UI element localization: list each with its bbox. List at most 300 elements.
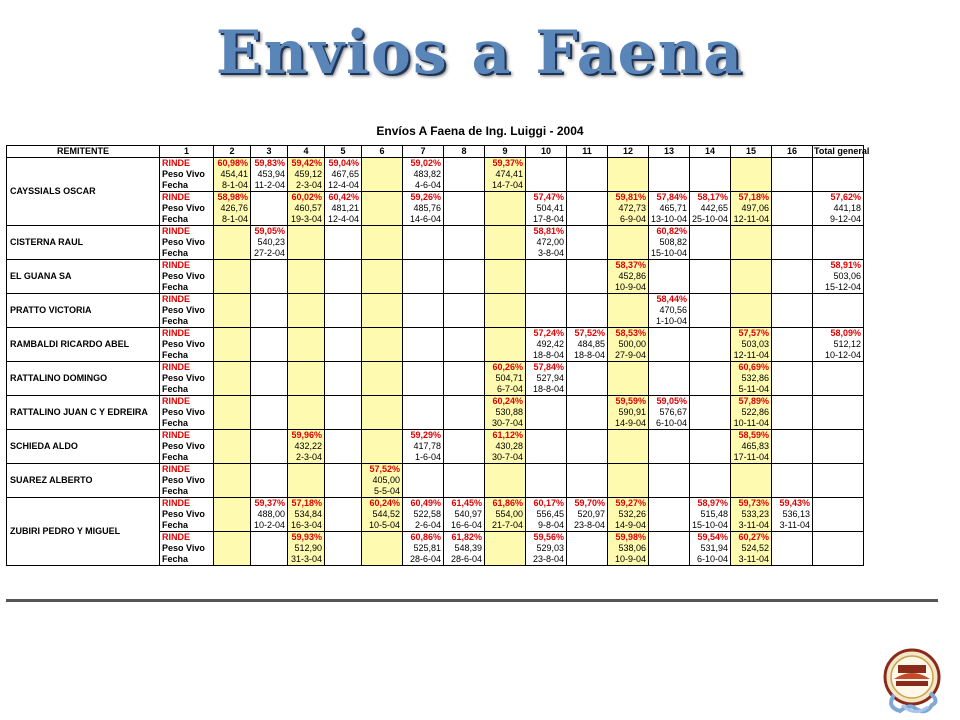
data-cell	[325, 384, 362, 396]
data-cell	[649, 464, 690, 476]
data-cell	[813, 452, 864, 464]
data-cell	[813, 169, 864, 180]
data-cell: 488,00	[251, 509, 288, 520]
data-cell	[288, 305, 325, 316]
data-cell	[444, 316, 485, 328]
data-cell: 57,18%	[731, 192, 772, 204]
row-label: Fecha	[160, 248, 214, 260]
data-cell	[362, 384, 403, 396]
data-cell	[567, 543, 608, 554]
data-cell	[526, 430, 567, 442]
data-cell	[444, 192, 485, 204]
data-cell	[772, 384, 813, 396]
data-cell	[251, 328, 288, 340]
data-cell: 472,73	[608, 203, 649, 214]
data-cell	[772, 169, 813, 180]
data-cell	[690, 396, 731, 408]
data-cell	[690, 282, 731, 294]
data-cell	[772, 260, 813, 272]
data-cell: 1-6-04	[403, 452, 444, 464]
data-cell	[288, 237, 325, 248]
data-cell	[362, 328, 403, 340]
data-cell	[608, 226, 649, 238]
data-cell	[403, 475, 444, 486]
data-cell	[567, 396, 608, 408]
data-cell	[526, 294, 567, 306]
data-cell	[690, 350, 731, 362]
data-cell	[649, 384, 690, 396]
data-cell	[362, 305, 403, 316]
remitente-cell: RATTALINO JUAN C Y EDREIRA	[7, 396, 160, 430]
data-cell	[288, 475, 325, 486]
data-cell	[567, 486, 608, 498]
data-cell: 508,82	[649, 237, 690, 248]
data-cell	[214, 554, 251, 566]
data-cell: 459,12	[288, 169, 325, 180]
data-cell: 8-1-04	[214, 214, 251, 226]
data-cell	[444, 486, 485, 498]
data-cell	[444, 475, 485, 486]
row-label: Fecha	[160, 554, 214, 566]
data-cell	[325, 260, 362, 272]
data-cell	[444, 452, 485, 464]
data-cell	[403, 294, 444, 306]
data-cell: 1-10-04	[649, 316, 690, 328]
data-cell	[526, 282, 567, 294]
data-cell	[362, 339, 403, 350]
data-cell: 58,59%	[731, 430, 772, 442]
data-cell: 9-8-04	[526, 520, 567, 532]
data-cell	[731, 282, 772, 294]
data-cell	[690, 475, 731, 486]
data-cell: 61,82%	[444, 532, 485, 544]
data-cell	[403, 486, 444, 498]
data-cell	[813, 158, 864, 170]
data-cell	[214, 248, 251, 260]
data-cell	[325, 418, 362, 430]
data-cell	[403, 226, 444, 238]
data-cell	[526, 305, 567, 316]
data-cell	[649, 180, 690, 192]
data-cell	[813, 441, 864, 452]
data-cell	[567, 282, 608, 294]
data-cell: 60,17%	[526, 498, 567, 510]
bottom-divider	[6, 599, 938, 602]
data-cell	[444, 373, 485, 384]
data-cell: 432,22	[288, 441, 325, 452]
data-cell: 2-3-04	[288, 180, 325, 192]
envios-table	[6, 145, 870, 566]
data-cell: 30-7-04	[485, 452, 526, 464]
row-label: RINDE	[160, 498, 214, 510]
data-cell	[813, 486, 864, 498]
header-row	[7, 146, 864, 158]
data-cell: 59,42%	[288, 158, 325, 170]
header-cell: REMITENTE	[7, 146, 160, 158]
data-cell	[772, 237, 813, 248]
data-cell	[444, 339, 485, 350]
data-cell	[731, 475, 772, 486]
data-cell	[485, 305, 526, 316]
remitente-cell: EL GUANA SA	[7, 260, 160, 294]
pampa-mia-logo-icon	[880, 645, 950, 717]
data-cell: 57,24%	[526, 328, 567, 340]
header-cell: 4	[288, 146, 325, 158]
data-cell: 17-11-04	[731, 452, 772, 464]
data-cell	[403, 316, 444, 328]
data-cell	[526, 260, 567, 272]
data-cell: 11-2-04	[251, 180, 288, 192]
row-label: Peso Vivo	[160, 373, 214, 384]
data-cell	[608, 294, 649, 306]
data-cell	[444, 305, 485, 316]
data-cell	[362, 441, 403, 452]
data-cell	[362, 373, 403, 384]
data-cell	[362, 294, 403, 306]
data-cell	[214, 396, 251, 408]
data-cell	[444, 407, 485, 418]
remitente-cell: CAYSSIALS OSCAR	[7, 158, 160, 226]
data-cell	[362, 452, 403, 464]
data-cell	[485, 294, 526, 306]
data-cell: 5-11-04	[731, 384, 772, 396]
data-cell	[251, 475, 288, 486]
data-cell	[649, 362, 690, 374]
data-cell: 441,18	[813, 203, 864, 214]
data-cell	[731, 226, 772, 238]
data-cell	[403, 260, 444, 272]
data-cell	[325, 407, 362, 418]
data-cell	[690, 328, 731, 340]
data-cell	[813, 294, 864, 306]
data-cell	[813, 305, 864, 316]
data-cell	[690, 339, 731, 350]
data-cell	[567, 532, 608, 544]
data-cell	[444, 180, 485, 192]
data-cell	[485, 350, 526, 362]
data-cell	[690, 169, 731, 180]
data-cell	[251, 339, 288, 350]
data-cell	[362, 532, 403, 544]
data-cell	[649, 475, 690, 486]
data-cell	[649, 543, 690, 554]
data-cell	[813, 475, 864, 486]
data-cell	[649, 350, 690, 362]
data-cell: 556,45	[526, 509, 567, 520]
data-cell	[214, 452, 251, 464]
data-cell	[608, 430, 649, 442]
data-cell: 59,70%	[567, 498, 608, 510]
data-cell: 14-9-04	[608, 520, 649, 532]
data-cell: 10-5-04	[362, 520, 403, 532]
data-cell: 532,86	[731, 373, 772, 384]
data-cell: 4-6-04	[403, 180, 444, 192]
data-cell	[690, 384, 731, 396]
data-cell: 60,26%	[485, 362, 526, 374]
data-cell	[690, 260, 731, 272]
data-cell: 544,52	[362, 509, 403, 520]
data-cell: 60,02%	[288, 192, 325, 204]
data-cell	[251, 260, 288, 272]
data-cell	[567, 237, 608, 248]
data-cell	[214, 260, 251, 272]
data-cell	[214, 441, 251, 452]
data-cell	[403, 396, 444, 408]
data-cell	[288, 339, 325, 350]
data-cell: 503,03	[731, 339, 772, 350]
data-cell	[444, 294, 485, 306]
table-row	[7, 362, 864, 374]
data-cell	[813, 498, 864, 510]
data-cell: 10-11-04	[731, 418, 772, 430]
data-cell	[649, 260, 690, 272]
data-cell	[649, 452, 690, 464]
header-cell: 9	[485, 146, 526, 158]
data-cell	[608, 441, 649, 452]
data-cell: 18-8-04	[567, 350, 608, 362]
data-cell: 17-8-04	[526, 214, 567, 226]
data-cell	[813, 520, 864, 532]
data-cell	[325, 486, 362, 498]
header-cell: 2	[214, 146, 251, 158]
data-cell	[214, 486, 251, 498]
data-cell: 522,86	[731, 407, 772, 418]
data-cell	[731, 248, 772, 260]
data-cell	[731, 305, 772, 316]
row-label: RINDE	[160, 362, 214, 374]
data-cell	[772, 305, 813, 316]
data-cell: 483,82	[403, 169, 444, 180]
data-cell	[772, 350, 813, 362]
data-cell: 16-6-04	[444, 520, 485, 532]
data-cell	[485, 214, 526, 226]
data-cell: 533,23	[731, 509, 772, 520]
data-cell	[325, 396, 362, 408]
data-cell	[608, 486, 649, 498]
data-cell: 58,97%	[690, 498, 731, 510]
data-cell	[444, 328, 485, 340]
data-cell	[813, 316, 864, 328]
data-cell	[214, 339, 251, 350]
data-cell: 472,00	[526, 237, 567, 248]
header-cell: 11	[567, 146, 608, 158]
data-cell	[362, 260, 403, 272]
data-cell: 12-11-04	[731, 350, 772, 362]
data-cell: 430,28	[485, 441, 526, 452]
data-cell: 10-9-04	[608, 554, 649, 566]
data-cell	[526, 486, 567, 498]
data-cell: 61,86%	[485, 498, 526, 510]
data-cell	[772, 294, 813, 306]
remitente-cell: CISTERNA RAUL	[7, 226, 160, 260]
data-cell	[772, 441, 813, 452]
data-cell	[362, 430, 403, 442]
data-cell	[485, 486, 526, 498]
data-cell	[567, 203, 608, 214]
data-cell	[403, 418, 444, 430]
data-cell: 512,90	[288, 543, 325, 554]
data-cell	[772, 532, 813, 544]
data-cell	[251, 316, 288, 328]
data-cell	[444, 169, 485, 180]
row-label: Peso Vivo	[160, 339, 214, 350]
data-cell	[813, 396, 864, 408]
data-cell: 59,81%	[608, 192, 649, 204]
data-cell	[214, 407, 251, 418]
table-row	[7, 294, 864, 306]
data-cell	[403, 362, 444, 374]
data-cell	[649, 554, 690, 566]
row-label: Fecha	[160, 418, 214, 430]
data-cell	[362, 407, 403, 418]
data-cell	[567, 407, 608, 418]
data-cell	[325, 350, 362, 362]
data-cell	[288, 373, 325, 384]
data-cell	[690, 271, 731, 282]
data-cell: 576,67	[649, 407, 690, 418]
data-cell	[444, 214, 485, 226]
data-cell	[444, 350, 485, 362]
data-cell	[731, 486, 772, 498]
data-cell	[567, 316, 608, 328]
data-cell	[813, 373, 864, 384]
header-cell: 16	[772, 146, 813, 158]
data-cell	[214, 373, 251, 384]
data-cell: 59,54%	[690, 532, 731, 544]
data-cell: 18-8-04	[526, 350, 567, 362]
row-label: Peso Vivo	[160, 203, 214, 214]
data-cell	[485, 282, 526, 294]
data-cell	[362, 248, 403, 260]
header-cell: 5	[325, 146, 362, 158]
data-cell: 28-6-04	[444, 554, 485, 566]
data-cell	[813, 418, 864, 430]
data-cell	[772, 373, 813, 384]
data-cell: 3-8-04	[526, 248, 567, 260]
data-cell	[772, 362, 813, 374]
data-cell: 6-9-04	[608, 214, 649, 226]
data-cell	[731, 180, 772, 192]
data-cell: 532,26	[608, 509, 649, 520]
data-cell: 15-12-04	[813, 282, 864, 294]
data-cell: 27-9-04	[608, 350, 649, 362]
data-cell	[813, 248, 864, 260]
data-cell	[403, 271, 444, 282]
data-cell	[608, 464, 649, 476]
data-cell	[362, 158, 403, 170]
data-cell: 13-10-04	[649, 214, 690, 226]
data-cell: 58,44%	[649, 294, 690, 306]
data-cell	[362, 554, 403, 566]
data-cell: 527,94	[526, 373, 567, 384]
data-cell: 470,56	[649, 305, 690, 316]
data-cell: 503,06	[813, 271, 864, 282]
data-cell: 58,17%	[690, 192, 731, 204]
data-cell	[567, 158, 608, 170]
data-cell	[772, 543, 813, 554]
header-cell: 13	[649, 146, 690, 158]
data-cell	[608, 237, 649, 248]
data-cell	[649, 430, 690, 442]
data-cell	[403, 305, 444, 316]
data-cell	[690, 407, 731, 418]
data-cell	[288, 396, 325, 408]
table-row	[7, 260, 864, 272]
table-subtitle: Envíos A Faena de Ing. Luiggi - 2004	[376, 124, 584, 138]
data-cell: 57,84%	[649, 192, 690, 204]
data-cell: 481,21	[325, 203, 362, 214]
row-label: RINDE	[160, 430, 214, 442]
data-cell	[485, 339, 526, 350]
row-label: RINDE	[160, 532, 214, 544]
data-cell	[526, 407, 567, 418]
data-cell: 16-3-04	[288, 520, 325, 532]
data-cell	[214, 271, 251, 282]
data-cell: 512,12	[813, 339, 864, 350]
data-cell	[214, 362, 251, 374]
data-cell: 23-8-04	[567, 520, 608, 532]
header-cell: 14	[690, 146, 731, 158]
data-cell: 465,83	[731, 441, 772, 452]
header-cell: 3	[251, 146, 288, 158]
data-cell	[251, 543, 288, 554]
data-cell: 57,47%	[526, 192, 567, 204]
data-cell: 57,52%	[362, 464, 403, 476]
data-cell	[485, 543, 526, 554]
data-cell	[251, 452, 288, 464]
remitente-cell: RAMBALDI RICARDO ABEL	[7, 328, 160, 362]
data-cell	[526, 475, 567, 486]
data-cell	[288, 248, 325, 260]
data-cell	[567, 441, 608, 452]
data-cell	[485, 328, 526, 340]
data-cell: 60,86%	[403, 532, 444, 544]
data-cell	[214, 543, 251, 554]
data-cell	[403, 350, 444, 362]
header-cell: 1	[160, 146, 214, 158]
data-cell	[567, 452, 608, 464]
data-cell	[325, 543, 362, 554]
data-cell	[567, 260, 608, 272]
data-cell	[567, 248, 608, 260]
data-cell: 2-6-04	[403, 520, 444, 532]
data-cell: 58,53%	[608, 328, 649, 340]
header-cell: 15	[731, 146, 772, 158]
data-cell: 405,00	[362, 475, 403, 486]
row-label: Fecha	[160, 180, 214, 192]
data-cell	[214, 520, 251, 532]
data-cell	[649, 441, 690, 452]
data-cell: 30-7-04	[485, 418, 526, 430]
data-cell: 59,37%	[251, 498, 288, 510]
data-cell	[485, 192, 526, 204]
data-cell: 59,93%	[288, 532, 325, 544]
data-cell	[288, 407, 325, 418]
data-cell	[288, 418, 325, 430]
data-cell	[251, 486, 288, 498]
data-cell: 6-10-04	[649, 418, 690, 430]
data-cell	[251, 362, 288, 374]
data-cell	[444, 237, 485, 248]
data-cell: 59,27%	[608, 498, 649, 510]
data-cell	[567, 180, 608, 192]
data-cell	[214, 294, 251, 306]
data-cell	[567, 169, 608, 180]
data-cell: 14-7-04	[485, 180, 526, 192]
data-cell	[403, 384, 444, 396]
data-cell	[526, 271, 567, 282]
data-cell	[444, 441, 485, 452]
